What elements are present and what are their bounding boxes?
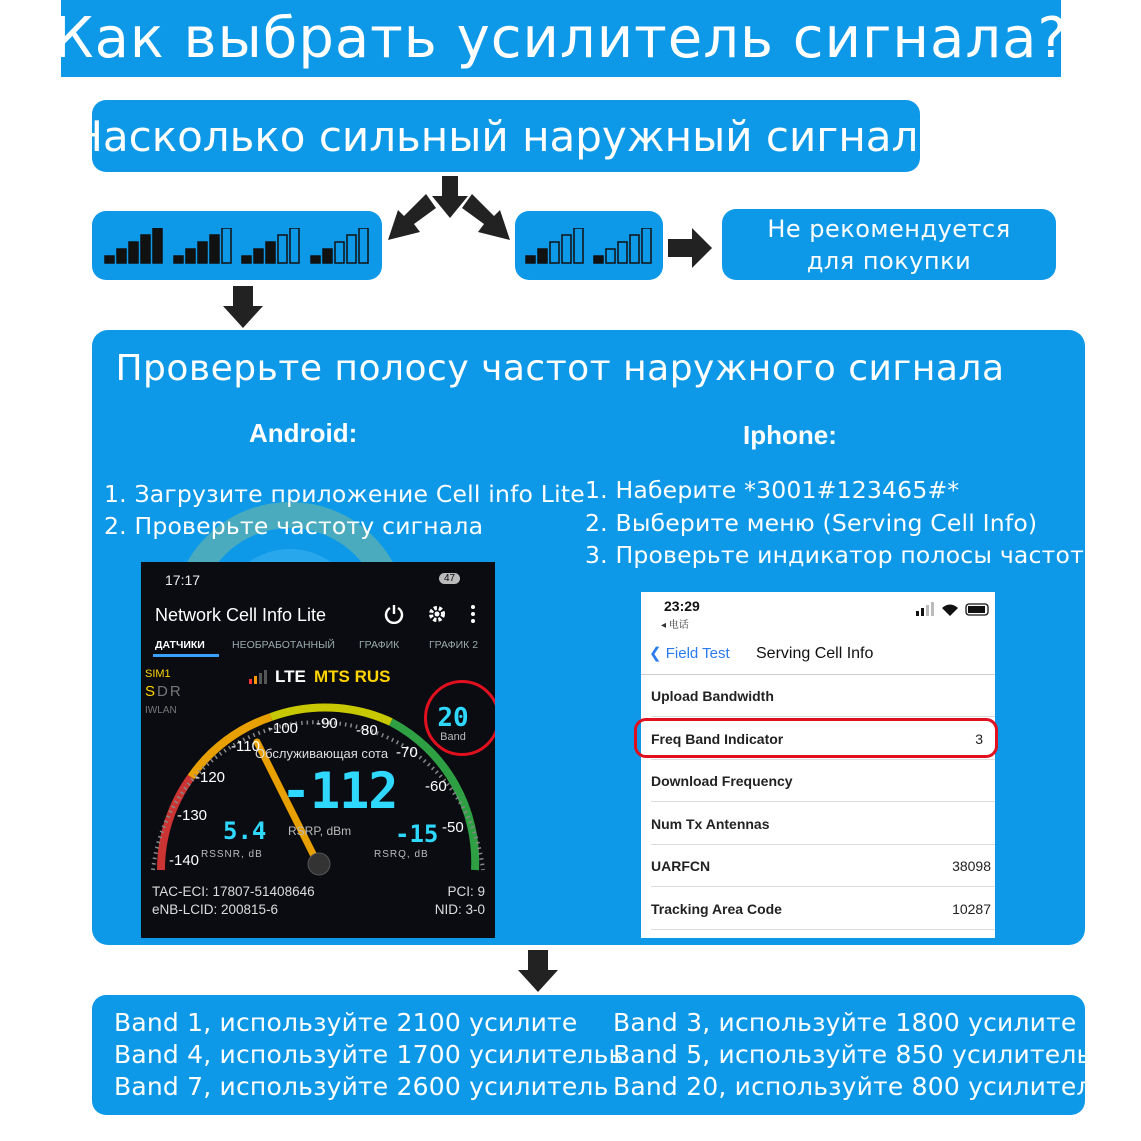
signal-strength-icon [310, 228, 370, 264]
iphone-step-2: 2. Выберите меню (Serving Cell Info) [585, 509, 1038, 537]
signal-bar [186, 249, 195, 263]
status-time: 23:29 [664, 598, 700, 614]
signal-bar [153, 228, 162, 263]
row-label-tracking-area-code: Tracking Area Code [651, 901, 782, 917]
signal-bar [242, 256, 251, 263]
signal-strength-icon [525, 228, 585, 264]
signal-bar [606, 249, 615, 263]
tab-sensors[interactable]: ДАТЧИКИ [155, 639, 205, 651]
signal-bar [347, 235, 356, 263]
gauge-tick-minus-140: -140 [169, 852, 200, 869]
signal-bar [359, 228, 368, 263]
rsrq-value: -15 [395, 820, 439, 848]
signal-bar [222, 228, 231, 263]
signal-bar [254, 249, 263, 263]
signal-bar [574, 228, 583, 263]
signal-bar [129, 242, 138, 263]
signal-bar [335, 242, 344, 263]
screen-title: Serving Cell Info [756, 645, 874, 662]
tab-graph-2[interactable]: ГРАФИК 2 [429, 639, 479, 651]
signal-bar [141, 235, 150, 263]
not-recommended-box [722, 209, 1056, 280]
row-label-num-tx: Num Tx Antennas [651, 816, 770, 832]
gauge-tick-minus-100: -100 [268, 720, 299, 737]
back-label: Field Test [665, 645, 730, 662]
signal-bar [562, 235, 571, 263]
sdr-s: S [145, 683, 158, 700]
rssnr-value: 5.4 [223, 817, 267, 845]
iwlan-label: IWLAN [145, 705, 177, 716]
arrow-down-icon [516, 948, 560, 994]
android-step-2: 2. Проверьте частоту сигнала [104, 512, 484, 540]
app-title: Network Cell Info Lite [155, 605, 327, 625]
android-screenshot [141, 562, 495, 938]
row-value-freq-band: 3 [975, 731, 983, 747]
band-20-text: Band 20, используйте 800 усилитель [613, 1072, 1108, 1101]
arrow-down-icon [221, 284, 265, 330]
weak-signal-box [515, 211, 663, 280]
more-menu-icon[interactable] [469, 604, 477, 624]
row-value-tracking-area-code: 10287 [952, 901, 991, 917]
status-time: 17:17 [165, 572, 201, 588]
strong-signal-box [92, 211, 382, 280]
band-5-text: Band 5, используйте 850 усилительь [613, 1040, 1107, 1069]
signal-strength-icon [104, 228, 164, 264]
sdr-r: R [169, 683, 183, 700]
android-step-1: 1. Загрузите приложение Cell info Lite [104, 480, 585, 508]
active-tab-indicator [153, 654, 219, 657]
wifi-icon [942, 605, 958, 617]
band-4-text: Band 4, используйте 1700 усилительь [114, 1040, 624, 1069]
status-icons [916, 602, 992, 618]
tab-graph[interactable]: ГРАФИК [359, 639, 400, 651]
signal-bar [117, 249, 126, 263]
iphone-heading: Iphone: [743, 420, 837, 450]
pci: PCI: 9 [447, 884, 485, 899]
gauge-tick-minus-50: -50 [442, 819, 464, 836]
signal-bar [618, 242, 627, 263]
band-3-text: Band 3, используйте 1800 усилите [613, 1008, 1077, 1037]
gauge-tick-minus-110: -110 [231, 738, 260, 755]
power-icon[interactable] [384, 604, 404, 624]
signal-bar [630, 235, 639, 263]
gauge-tick-minus-80: -80 [356, 722, 378, 739]
gauge-tick-minus-130: -130 [177, 807, 208, 824]
row-value-uarfcn: 38098 [952, 858, 991, 874]
arrow-down-left-icon [388, 194, 436, 240]
not-recommended-line-2: для покупки [806, 246, 972, 275]
signal-bar [538, 249, 547, 263]
tab-raw[interactable]: НЕОБРАБОТАННЫЙ [232, 639, 335, 651]
not-recommended-line-1: Не рекомендуется [767, 214, 1011, 243]
band-1-text: Band 1, используйте 2100 усилите [114, 1008, 578, 1037]
gauge-tick-minus-120: -120 [195, 769, 226, 786]
battery-icon: 47 [439, 573, 460, 584]
signal-bar [105, 256, 114, 263]
freq-band-highlight [634, 718, 998, 758]
signal-bar [278, 235, 287, 263]
signal-bar [210, 235, 219, 263]
gauge-tick-minus-70: -70 [396, 744, 418, 761]
arrow-down-right-icon [462, 194, 510, 240]
arrow-down-icon [432, 176, 468, 218]
enb-lcid: eNB-LCID: 200815-6 [152, 902, 279, 917]
gear-icon[interactable] [427, 604, 447, 624]
gauge-tick-minus-90: -90 [316, 715, 338, 732]
signal-bar [550, 242, 559, 263]
carrier-label: ◂ 电话 [661, 620, 689, 631]
signal-strength-icon [241, 228, 301, 264]
signal-bar [174, 256, 183, 263]
rsrq-label: RSRQ, dB [374, 849, 429, 860]
signal-bar [526, 256, 535, 263]
network-type: LTE [275, 667, 306, 686]
rsrp-unit: RSRP, dBm [288, 824, 352, 838]
band-7-text: Band 7, используйте 2600 усилитель [114, 1072, 609, 1101]
row-label-freq-band: Freq Band Indicator [651, 731, 784, 747]
signal-bar [266, 242, 275, 263]
row-label-upload-bandwidth: Upload Bandwidth [651, 688, 774, 704]
band-number: 20 [437, 703, 469, 733]
split-arrows [380, 172, 515, 252]
signal-bar [594, 256, 603, 263]
signal-strength-icon [173, 228, 233, 264]
row-label-uarfcn: UARFCN [651, 858, 711, 874]
rsrp-value: -112 [281, 762, 398, 820]
back-button[interactable] [649, 644, 730, 662]
row-label-download-frequency: Download Frequency [651, 773, 793, 789]
signal-bar [290, 228, 299, 263]
serving-cell-label: Обслуживающая сота [255, 746, 389, 761]
iphone-step-1: 1. Наберите *3001#123465#* [585, 476, 960, 504]
panel-heading: Проверьте полосу частот наружного сигнала [115, 348, 1005, 389]
iphone-step-3: 3. Проверьте индикатор полосы частот. [585, 541, 1092, 569]
band-highlight-circle [424, 680, 495, 756]
gauge-tick-minus-60: -60 [425, 778, 447, 795]
signal-bar [311, 256, 320, 263]
title-banner [53, 0, 1069, 77]
question-box [71, 100, 941, 172]
sim-label: SIM1 [145, 668, 171, 680]
iphone-screenshot [641, 592, 995, 938]
signal-bar [198, 242, 207, 263]
tac-eci: TAC-ECI: 17807-51408646 [152, 884, 315, 899]
sdr-d: D [157, 683, 170, 700]
page-title: Как выбрать усилитель сигнала? [53, 6, 1069, 71]
signal-bar [642, 228, 651, 263]
nid: NID: 3-0 [434, 902, 485, 917]
chevron-left-icon: ❮ [649, 645, 666, 662]
question-text: Насколько сильный наружный сигнал? [71, 111, 941, 161]
arrow-right-icon [666, 226, 714, 270]
signal-strength-icon [593, 228, 653, 264]
rssnr-label: RSSNR, dB [201, 849, 263, 860]
band-label: Band [440, 731, 466, 743]
android-heading: Android: [249, 418, 358, 448]
signal-bar [323, 249, 332, 263]
operator-name: MTS RUS [314, 667, 391, 686]
